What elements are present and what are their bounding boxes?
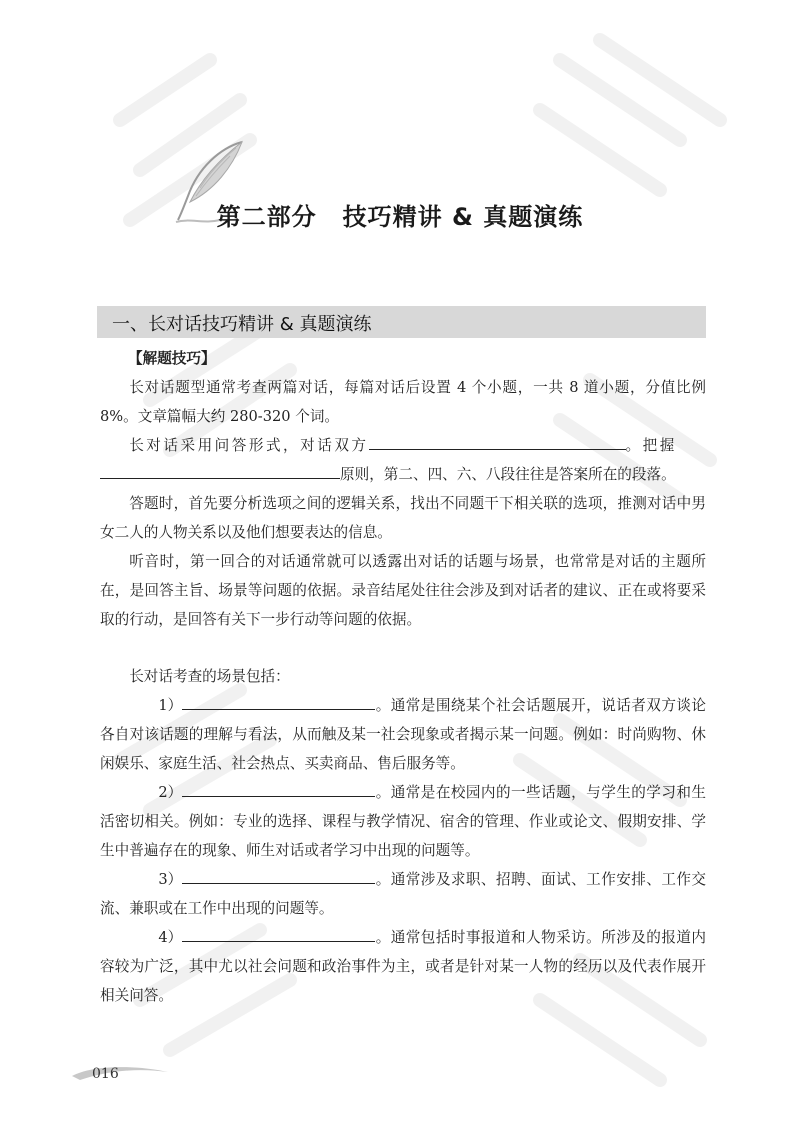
blank-line[interactable] xyxy=(182,867,375,884)
blank-line[interactable] xyxy=(369,433,626,450)
chapter-title-part: 第二部分 xyxy=(216,203,317,231)
blank-line[interactable] xyxy=(182,780,375,797)
paragraph-fill-mid: 。把握 xyxy=(625,437,677,454)
paragraph-answering: 答题时，首先要分析选项之间的逻辑关系，找出不同题干下相关联的选项，推测对话中男女二人的人物关系以及他们想要表达的信息。 xyxy=(100,495,706,541)
blank-line[interactable] xyxy=(100,462,340,479)
scene-item xyxy=(100,778,706,865)
chapter-title xyxy=(0,197,800,232)
page-number-swoosh xyxy=(70,1062,170,1086)
scene-text: 。通常包括时事报道和人物采访。所涉及的报道内容较为广泛，其中尤以社会问题和政治事件为主，或者是针对某一人物的经历以及代表作展开相关问答。 xyxy=(100,929,706,1004)
scene-number: 3） xyxy=(158,871,183,888)
main-content xyxy=(100,344,706,1010)
paragraph-intro: 长对话题型通常考查两篇对话，每篇对话后设置 4 个小题，一共 8 道小题，分值比例 8%。文章篇幅大约 280-320 个词。 xyxy=(100,379,706,425)
scene-item xyxy=(100,691,706,778)
paragraph-fill-start: 长对话采用问答形式，对话双方 xyxy=(129,437,369,454)
scenes-intro: 长对话考查的场景包括： xyxy=(129,668,290,685)
blank-line[interactable] xyxy=(182,693,375,710)
scene-text: 。通常是在校园内的一些话题，与学生的学习和生活密切相关。例如：专业的选择、课程与教学情况、宿舍的管理、作业或论文、假期安排、学生中普遍存在的现象、师生对话或者学习中出现的问题等。 xyxy=(100,784,706,859)
paragraph-fill-end: 原则，第二、四、六、八段往往是答案所在的段落。 xyxy=(340,466,676,483)
paragraph-listening: 听音时，第一回合的对话通常就可以透露出对话的话题与场景，也常常是对话的主题所在，是回答主旨、场景等问题的依据。录音结尾处往往会涉及到对话者的建议、正在或将要采取的行动，是回答有关下一步行动等问题的依据。 xyxy=(100,553,706,628)
scene-item xyxy=(100,923,706,1010)
scene-text: 。通常涉及求职、招聘、面试、工作安排、工作交流、兼职或在工作中出现的问题等。 xyxy=(100,871,706,917)
section-title: 一、长对话技巧精讲 & 真题演练 xyxy=(112,314,372,335)
scene-number: 2） xyxy=(158,784,183,801)
scene-number: 1） xyxy=(158,697,183,714)
page-number: 016 xyxy=(92,1066,119,1082)
blank-line[interactable] xyxy=(182,925,375,942)
scene-number: 4） xyxy=(158,929,183,946)
paragraph-fill-in xyxy=(100,431,706,489)
chapter-title-topic: 技巧精讲 & 真题演练 xyxy=(342,203,584,231)
scene-item xyxy=(100,865,706,923)
tips-heading: 【解题技巧】 xyxy=(128,350,216,367)
scene-text: 。通常是围绕某个社会话题展开，说话者双方谈论各自对该话题的理解与看法，从而触及某一社会现象或者揭示某一问题。例如：时尚购物、休闲娱乐、家庭生活、社会热点、买卖商品、售后服务等。 xyxy=(100,697,706,772)
